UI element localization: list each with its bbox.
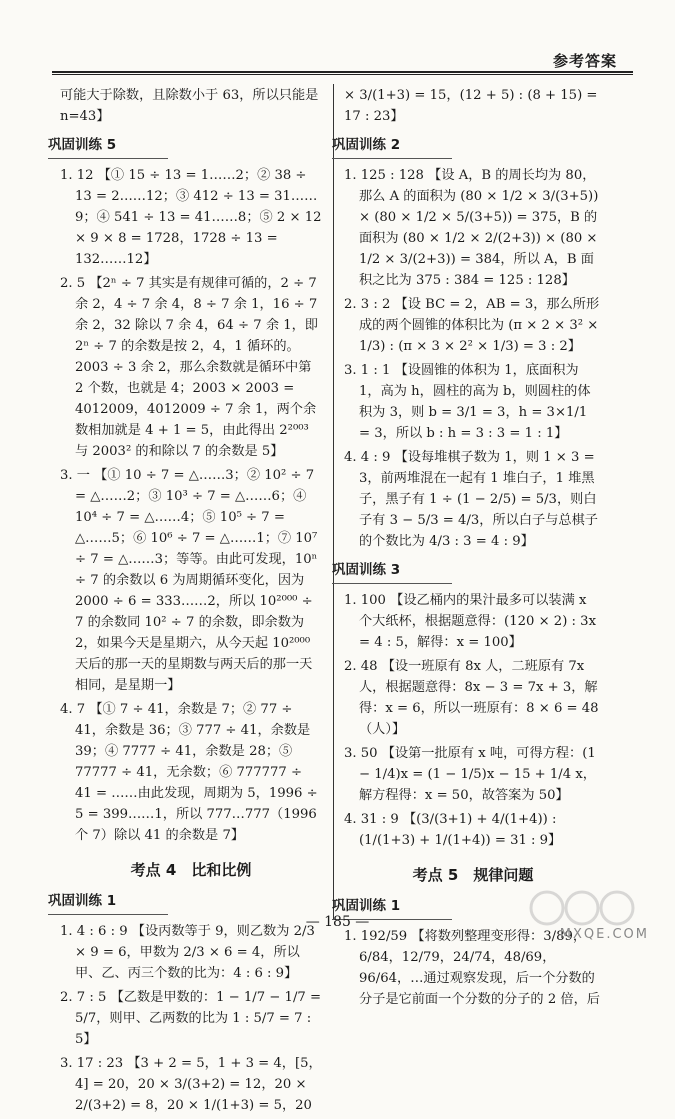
left-intro: 可能大于除数，且除数小于 63，所以只能是 n=43】 — [60, 88, 319, 124]
answer-item: 2. 5 【2ⁿ ÷ 7 其实是有规律可循的，2 ÷ 7 余 2，4 ÷ 7 余 4，8 ÷ 7 余 1，16 ÷ 7 余 2，32 除以 7 余 4，64 ÷ 7 余 1，即 2ⁿ ÷ 7 的余数是按 2，4，1 循环的。2003 ÷ 3 余 2，那么余数就是循环中第 2 个数，也就是 4；2003 × 2003 = 4012009，4012009 ÷ 7 余 1，两个余数相加就是 4 + 1 = 5，由此得出 2²⁰⁰³ 与 2003² 的和除以 7 的余数是 5】 — [60, 276, 318, 459]
header-rule-thin — [52, 74, 633, 75]
section-heading: 巩固训练 2 — [332, 135, 452, 159]
answer-item: 1. 4 : 6 : 9 【设丙数等于 9，则乙数为 2/3 × 9 = 6，甲数为 2/3 × 6 = 4，所以甲、乙、丙三个数的比为：4 : 6 : 9】 — [60, 924, 315, 981]
answer-item: 4. 7 【① 7 ÷ 41，余数是 7；② 77 ÷ 41，余数是 36；③ 777 ÷ 41，余数是 39；④ 7777 ÷ 41，余数是 28；⑤ 77777 ÷ 41，无余数；⑥ 777777 ÷ 41 = ……由此发现，周期为 5，1996 ÷ 5 = 399……1，所以 777…777（1996 个 7）除以 41 的余数是 7】 — [60, 702, 318, 843]
answer-item: 2. 7 : 5 【乙数是甲数的：1 − 1/7 − 1/7 = 5/7，则甲、乙两数的比为 1 : 5/7 = 7 : 5】 — [60, 990, 322, 1047]
answer-item: 2. 48 【设一班原有 8x 人，二班原有 7x 人，根据题意得：8x − 3 = 7x + 3，解得：x = 6，所以一班原有：8 × 6 = 48（人）】 — [344, 659, 599, 737]
page-header — [0, 0, 675, 74]
right-intro: × 3/(1+3) = 15，(12 + 5) : (8 + 15) = 17 : 23】 — [344, 88, 598, 124]
header-rule — [52, 71, 633, 73]
left-column — [48, 85, 322, 1119]
answer-item: 3. 1 : 1 【设圆锥的体积为 1，底面积为 1，高为 h，圆柱的高为 b，则圆柱的体积为 3，则 b = 3/1 = 3，h = 3×1/1 = 3，所以 b : h = 3 : 3 = 1 : 1】 — [344, 363, 591, 441]
answer-item: 1. 100 【设乙桶内的果汁最多可以装满 x 个大纸杯，根据题意得：(120 × 2) : 3x = 4 : 5，解得：x = 100】 — [344, 593, 597, 650]
answer-item: 3. 50 【设第一批原有 x 吨，可得方程：(1 − 1/4)x = (1 − 1/5)x − 15 + 1/4 x，解方程得：x = 50，故答案为 50】 — [344, 746, 596, 803]
topic-heading: 考点 5 规律问题 — [412, 866, 534, 884]
answer-item: 3. 一 【① 10 ÷ 7 = △……3；② 10² ÷ 7 = △……2；③ 10³ ÷ 7 = △……6；④ 10⁴ ÷ 7 = △……4；⑤ 10⁵ ÷ 7 = △……5；⑥ 10⁶ ÷ 7 = △……1；⑦ 10⁷ ÷ 7 = △……3；等等。由此可发现，10ⁿ ÷ 7 的余数以 6 为周期循环变化，因为 2000 ÷ 6 = 333……2，所以 10²⁰⁰⁰ ÷ 7 的余数同 10² ÷ 7 的余数，即余数为 2，如果今天是星期六，从今天起 10²⁰⁰⁰ 天后的那一天的星期数与两天后的那一天相同，是星期一】 — [60, 468, 318, 693]
answer-item: 2. 3 : 2 【设 BC = 2，AB = 3，那么所形成的两个圆锥的体积比为 (π × 2 × 3² × 1/3) : (π × 3 × 2² × 1/3) = 3 : 2】 — [344, 297, 600, 354]
answer-item: 3. 17 : 23 【3 + 2 = 5，1 + 3 = 4，[5，4] = 20，20 × 3/(3+2) = 12，20 × 2/(3+2) = 8，20 × 1/(1+3) = 5，20 — [60, 1056, 322, 1113]
header-title: 参考答案 — [552, 52, 617, 70]
topic-heading: 考点 4 比和比例 — [130, 861, 252, 879]
section-heading: 巩固训练 1 — [48, 891, 168, 915]
page-number: — 185 — — [305, 914, 370, 930]
answer-item: 1. 192/59 【将数列整理变形得：3/89，6/84，12/79，24/74，48/69，96/64，…通过观察发现，后一个分数的分子是它前面一个分数的分子的 2 倍，后 — [344, 929, 600, 1007]
section-heading: 巩固训练 3 — [332, 560, 452, 584]
watermark-text: MXQE.COM — [559, 927, 649, 942]
answer-item: 1. 125 : 128 【设 A，B 的周长均为 80，那么 A 的面积为 (80 × 1/2 × 3/(3+5)) × (80 × 1/2 × 5/(3+5)) = 375，B 的面积为 (80 × 1/2 × 2/(2+3)) × (80 × 1/2 × 3/(2+3)) = 384，所以 A，B 面积之比为 375 : 384 = 125 : 128】 — [344, 168, 599, 288]
answer-item: 1. 12 【① 15 ÷ 13 = 1……2；② 38 ÷ 13 = 2……12；③ 412 ÷ 13 = 31……9；④ 541 ÷ 13 = 41……8；⑤ 2 × 12 × 9 × 8 = 1728，1728 ÷ 13 = 132……12】 — [60, 168, 322, 267]
section-heading: 巩固训练 1 — [332, 896, 452, 920]
column-divider — [333, 84, 334, 919]
answer-item: 4. 31 : 9 【(3/(3+1) + 4/(1+4)) : (1/(1+3) + 1/(1+4)) = 31 : 9】 — [344, 812, 562, 848]
section-heading: 巩固训练 5 — [48, 135, 168, 159]
answer-item: 4. 4 : 9 【设每堆棋子数为 1，则 1 × 3 = 3，前两堆混在一起有 1 堆白子，1 堆黑子，黑子有 1 ÷ (1 − 2/5) = 5/3，则白子有 3 − 5/3 = 4/3，所以白子与总棋子的个数比为 4/3 : 3 = 4 : 9】 — [344, 450, 598, 549]
